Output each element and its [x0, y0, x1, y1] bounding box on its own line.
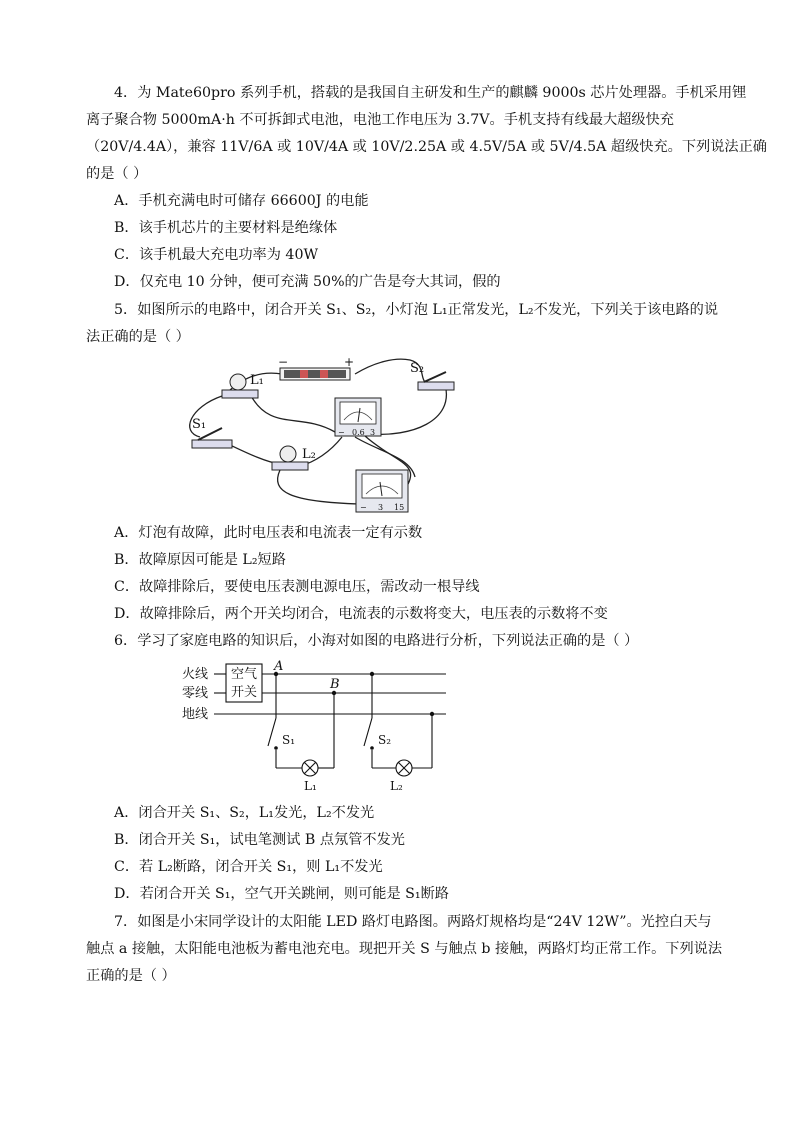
l1-label: L₁: [250, 373, 264, 388]
ammeter: [335, 398, 381, 437]
breaker-label-1: 空气: [231, 667, 258, 682]
ammeter-terminal-neg: −: [338, 428, 345, 437]
l1-label: L₁: [304, 779, 317, 793]
s2-label: S₂: [410, 361, 425, 376]
q4-option-c: C．该手机最大充电功率为 40W: [114, 247, 319, 263]
ammeter-terminal-3: 3: [370, 428, 376, 437]
battery-plus-label: +: [344, 355, 355, 369]
q6-option-a: A．闭合开关 S₁、S₂，L₁发光，L₂不发光: [114, 805, 375, 821]
q5-stem-line-1: 5．如图所示的电路中，闭合开关 S₁、S₂，小灯泡 L₁正常发光，L₂不发光，下列关于该电路的说: [114, 302, 719, 318]
q4-option-b: B．该手机芯片的主要材料是绝缘体: [114, 220, 338, 236]
wire: [228, 444, 280, 464]
q7-stem-line-1: 7．如图是小宋同学设计的太阳能 LED 路灯电路图。两路灯规格均是“24V 12W”。光控白天与: [114, 914, 712, 930]
q4-stem-line-2: 离子聚合物 5000mA·h 不可拆卸式电池，电池工作电压为 3.7V。手机支持有线最大超级快充: [86, 112, 674, 128]
lamp-l2: [272, 446, 316, 470]
switch-s2: [410, 361, 454, 390]
s1-label: S₁: [282, 733, 296, 747]
voltmeter: [356, 470, 408, 512]
q5-option-a: A．灯泡有故障，此时电压表和电流表一定有示数: [114, 525, 423, 541]
s1-label: S₁: [192, 417, 207, 432]
q4-option-a: A．手机充满电时可储存 66600J 的电能: [114, 193, 369, 209]
q6-option-d: D．若闭合开关 S₁，空气开关跳闸，则可能是 S₁断路: [114, 886, 449, 902]
q6-option-c: C．若 L₂断路，闭合开关 S₁，则 L₁不发光: [114, 859, 383, 875]
voltmeter-terminal-neg: −: [360, 503, 367, 512]
live-wire-label: 火线: [182, 667, 209, 682]
battery-minus-label: −: [278, 355, 289, 369]
lamp-l1: [222, 373, 264, 398]
point-a-label: A: [274, 660, 284, 674]
voltmeter-terminal-15: 15: [394, 503, 405, 512]
q4-stem-line-3: （20V/4.4A），兼容 11V/6A 或 10V/4A 或 10V/2.25A 或 4.5V/5A 或 5V/4.5A 超级快充。下列说法正确: [86, 139, 767, 155]
wire: [250, 394, 335, 432]
q4-stem-line-1: 4．为 Mate60pro 系列手机，搭载的是我国自主研发和生产的麒麟 9000s 芯片处理器。手机采用锂: [114, 85, 747, 101]
q6-option-b: B．闭合开关 S₁，试电笔测试 B 点氖管不发光: [114, 832, 405, 848]
q5-option-d: D．故障排除后，两个开关均闭合，电流表的示数将变大，电压表的示数将不变: [114, 606, 608, 622]
q5-circuit-figure: [170, 352, 460, 522]
wire: [278, 470, 360, 504]
q5-option-b: B．故障原因可能是 L₂短路: [114, 552, 286, 568]
voltmeter-terminal-3: 3: [378, 503, 384, 512]
q7-stem-line-2: 触点 a 接触，太阳能电池板为蓄电池充电。现把开关 S 与触点 b 接触，两路灯均正常工作。下列说法: [86, 941, 723, 957]
q5-option-c: C．故障排除后，要使电压表测电源电压，需改动一根导线: [114, 579, 480, 595]
switch-s1: [192, 417, 232, 448]
point-b-label: B: [330, 677, 340, 692]
breaker-label-2: 开关: [231, 685, 258, 700]
ammeter-terminal-06: 0.6: [352, 428, 365, 437]
q5-stem-line-2: 法正确的是（ ）: [86, 329, 190, 345]
l2-label: L₂: [390, 779, 403, 793]
q6-stem-line-1: 6．学习了家庭电路的知识后，小海对如图的电路进行分析，下列说法正确的是（ ）: [114, 633, 639, 649]
q6-household-circuit-figure: [178, 660, 453, 800]
q4-option-d: D．仅充电 10 分钟，便可充满 50%的广告是夸大其词，假的: [114, 274, 501, 290]
battery: [278, 355, 354, 380]
ground-wire-label: 地线: [182, 707, 209, 722]
neutral-wire-label: 零线: [182, 686, 209, 701]
q7-stem-line-3: 正确的是（ ）: [86, 968, 176, 984]
q4-stem-line-4: 的是（ ）: [86, 166, 148, 182]
s2-label: S₂: [378, 733, 392, 747]
l2-label: L₂: [302, 447, 316, 462]
